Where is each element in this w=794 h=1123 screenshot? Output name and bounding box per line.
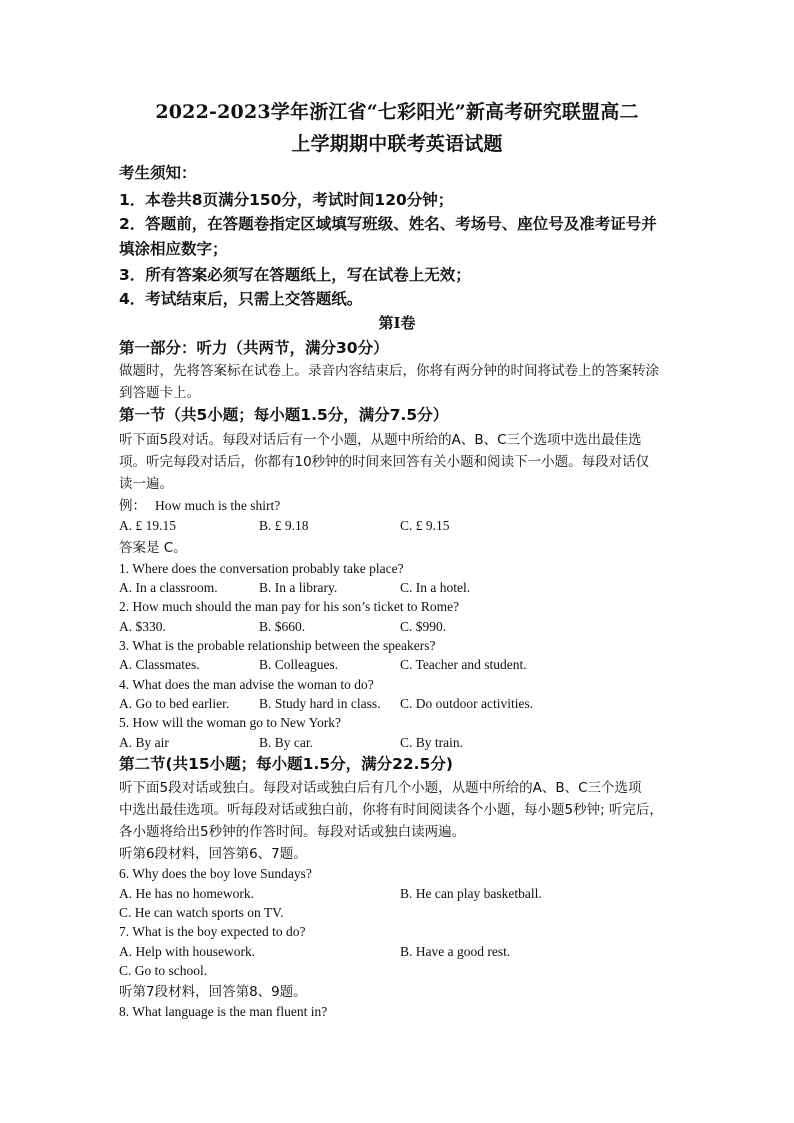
part1-instructions: 到答题卡上。 <box>119 385 200 401</box>
example-question: How much is the shirt? <box>155 498 281 513</box>
question-text: 7. What is the boy expected to do? <box>119 924 306 939</box>
exam-title-line1: 2022-2023学年浙江省“七彩阳光”新高考研究联盟高二 <box>155 101 639 123</box>
example-option-b: B. £ 9.18 <box>259 518 309 533</box>
option-b: B. By car. <box>259 735 313 750</box>
notice-item: 2．答题前，在答题卷指定区域填写班级、姓名、考场号、座位号及准考证号并 <box>119 215 657 233</box>
option-c: C. Do outdoor activities. <box>400 696 534 711</box>
notice-item: 填涂相应数字； <box>119 240 228 258</box>
option-b: B. In a library. <box>259 580 338 595</box>
question-text: 6. Why does the boy love Sundays? <box>119 866 312 881</box>
material-instruction: 听第7段材料，回答第8、9题。 <box>119 984 307 1000</box>
option-a: A. Help with housework. <box>119 944 256 959</box>
part1-instructions: 做题时，先将答案标在试卷上。录音内容结束后，你将有两分钟的时间将试卷上的答案转涂 <box>119 363 659 379</box>
section2-heading: 第二节(共15小题；每小题1.5分，满分22.5分) <box>119 755 453 773</box>
volume-label: 第I卷 <box>378 314 416 332</box>
option-c: C. In a hotel. <box>400 580 471 595</box>
example-option-a: A. £ 19.15 <box>119 518 176 533</box>
section1-instructions: 听下面5段对话。每段对话后有一个小题，从题中所给的A、B、C三个选项中选出最佳选 <box>119 432 642 448</box>
section1-instructions: 读一遍。 <box>119 476 173 492</box>
option-c: C. Teacher and student. <box>400 657 527 672</box>
option-b: B. Study hard in class. <box>259 696 381 711</box>
option-a: A. Go to bed earlier. <box>119 696 230 711</box>
question-text: 8. What language is the man fluent in? <box>119 1004 328 1019</box>
section1-heading: 第一节（共5小题；每小题1.5分，满分7.5分） <box>119 406 449 424</box>
option-c: C. $990. <box>400 619 447 634</box>
option-c: C. He can watch sports on TV. <box>119 905 284 920</box>
option-c: C. Go to school. <box>119 963 208 978</box>
notice-item: 3．所有答案必须写在答题纸上，写在试卷上无效； <box>119 266 471 284</box>
section2-instructions: 听下面5段对话或独白。每段对话或独白后有几个小题，从题中所给的A、B、C三个选项 <box>119 780 642 796</box>
option-a: A. Classmates. <box>119 657 200 672</box>
section1-instructions: 项。听完每段对话后，你都有10秒钟的时间来回答有关小题和阅读下一小题。每段对话仅 <box>119 454 650 470</box>
example-option-c: C. £ 9.15 <box>400 518 450 533</box>
example-prefix: 例： <box>119 498 146 514</box>
option-b: B. He can play basketball. <box>400 886 542 901</box>
option-b: B. $660. <box>259 619 306 634</box>
question-text: 2. How much should the man pay for his son’s ticket to Rome? <box>119 599 460 614</box>
option-a: A. He has no homework. <box>119 886 254 901</box>
example-answer: 答案是 C。 <box>119 540 187 556</box>
notice-item: 4．考试结束后，只需上交答题纸。 <box>119 290 363 308</box>
option-c: C. By train. <box>400 735 463 750</box>
exam-title-line2: 上学期期中联考英语试题 <box>291 133 503 155</box>
material-instruction: 听第6段材料，回答第6、7题。 <box>119 846 307 862</box>
option-a: A. In a classroom. <box>119 580 218 595</box>
question-text: 5. How will the woman go to New York? <box>119 715 341 730</box>
notice-item: 1．本卷共8页满分150分，考试时间120分钟； <box>119 191 454 209</box>
question-text: 1. Where does the conversation probably take place? <box>119 561 404 576</box>
section2-instructions: 中选出最佳选项。听每段对话或独白前，你将有时间阅读各个小题，每小题5秒钟; 听完后， <box>119 802 663 818</box>
part1-heading: 第一部分：听力（共两节，满分30分） <box>119 339 389 357</box>
option-a: A. By air <box>119 735 169 750</box>
option-b: B. Colleagues. <box>259 657 339 672</box>
notice-heading: 考生须知： <box>119 164 197 182</box>
option-a: A. $330. <box>119 619 166 634</box>
section2-instructions: 各小题将给出5秒钟的作答时间。每段对话或独白读两遍。 <box>119 824 466 840</box>
question-text: 4. What does the man advise the woman to do? <box>119 677 374 692</box>
option-b: B. Have a good rest. <box>400 944 511 959</box>
question-text: 3. What is the probable relationship between the speakers? <box>119 638 436 653</box>
